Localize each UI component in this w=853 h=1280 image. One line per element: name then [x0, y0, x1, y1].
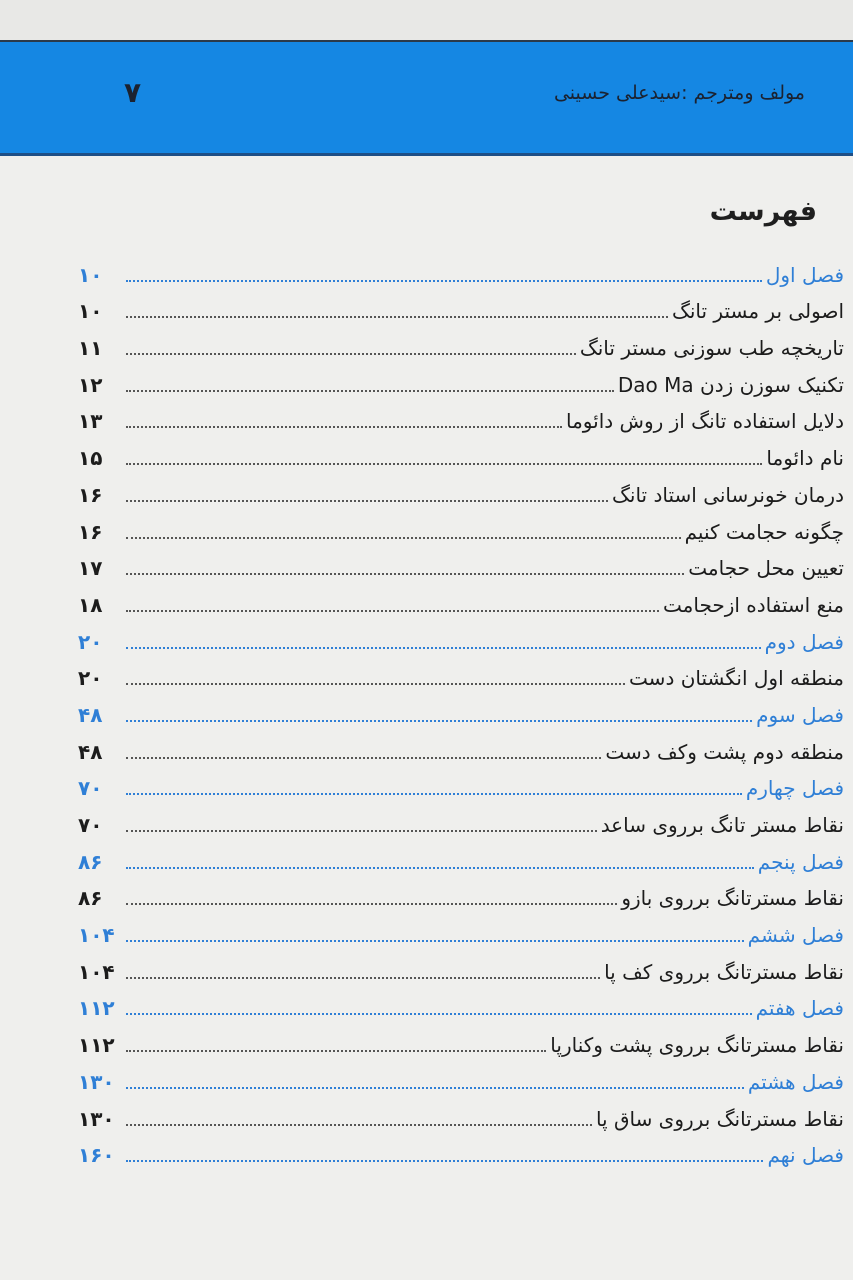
toc-dot-leader [126, 830, 597, 832]
toc-entry-label: فصل اول [765, 262, 844, 287]
toc-dot-leader [126, 1124, 592, 1126]
toc-entry-page: ۱۷ [78, 556, 103, 581]
toc-entry-page: ۱۱۲ [78, 996, 115, 1021]
header-page-number: ۷ [124, 76, 142, 109]
toc-dot-leader [126, 977, 600, 979]
toc-entry-label: فصل ششم [747, 923, 844, 948]
toc-section-row [78, 1100, 844, 1137]
toc-entry-page: ۱۶ [78, 482, 103, 507]
toc-section-row [78, 1026, 844, 1063]
toc-dot-leader [126, 390, 614, 392]
toc-entry-page: ۱۰۴ [78, 923, 115, 948]
toc-entry-label: اصولی بر مستر تانگ [671, 299, 844, 324]
toc-entry-label: منطقه دوم پشت وکف دست [605, 739, 844, 764]
toc-entry-page: ۴۸ [78, 702, 103, 727]
toc-entry-page: ۲۰ [78, 666, 103, 691]
toc-section-row [78, 953, 844, 990]
toc-dot-leader [126, 757, 601, 759]
toc-entry-label: فصل دوم [764, 629, 844, 654]
toc-entry-page: ۷۰ [78, 813, 103, 837]
toc-entry-label: نقاط مسترتانگ برروی ساق پا [595, 1106, 844, 1131]
toc-dot-leader [126, 1050, 546, 1052]
toc-chapter-row [78, 256, 844, 293]
toc-entry-label: منع استفاده ازحجامت [663, 592, 844, 617]
toc-entry-page: ۱۳ [78, 409, 103, 434]
toc-dot-leader [126, 1087, 744, 1089]
toc-entry-page: ۴۸ [78, 739, 103, 764]
toc-entry-page: ۱۱۲ [78, 1033, 115, 1058]
toc-dot-leader [126, 500, 608, 502]
toc-entry-label: فصل هفتم [755, 996, 844, 1021]
toc-chapter-row [78, 1137, 844, 1174]
toc-chapter-row [78, 990, 844, 1027]
toc-dot-leader [126, 280, 762, 282]
toc-entry-page: ۱۰۴ [78, 959, 115, 984]
toc-section-row [78, 293, 844, 330]
toc-chapter-row [78, 623, 844, 660]
toc-entry-label: تکنیک سوزن زدن Dao Ma [617, 372, 844, 397]
toc-entry-label: نقاط مسترتانگ برروی پشت وکنارپا [550, 1033, 844, 1058]
toc-dot-leader [126, 426, 562, 428]
toc-dot-leader [126, 353, 576, 355]
toc-entry-page: ۱۶۰ [78, 1143, 115, 1168]
toc-dot-leader [126, 867, 754, 869]
table-of-contents [78, 256, 844, 1173]
toc-section-row [78, 439, 844, 476]
toc-chapter-row [78, 1063, 844, 1100]
toc-chapter-row [78, 916, 844, 953]
toc-dot-leader [126, 1160, 763, 1162]
toc-entry-label: دلایل استفاده تانگ از روش دائوما [566, 409, 844, 434]
toc-entry-page: ۸۶ [78, 849, 103, 874]
toc-section-row [78, 733, 844, 770]
toc-entry-label: چگونه حجامت کنیم [684, 519, 844, 544]
toc-entry-page: ۱۳۰ [78, 1106, 115, 1131]
toc-section-row [78, 880, 844, 917]
toc-dot-leader [126, 683, 625, 685]
toc-section-row [78, 660, 844, 697]
toc-dot-leader [126, 720, 752, 722]
toc-entry-label: منطقه اول انگشتان دست [629, 666, 844, 691]
toc-entry-label: نقاط مسترتانگ برروی بازو [621, 886, 844, 911]
page-top-margin [0, 0, 853, 40]
toc-section-row [78, 366, 844, 403]
toc-entry-page: ۱۵ [78, 446, 103, 471]
toc-dot-leader [126, 573, 684, 575]
toc-entry-label: فصل پنجم [757, 849, 844, 874]
toc-entry-label: فصل نهم [767, 1143, 844, 1168]
toc-entry-page: ۱۳۰ [78, 1069, 115, 1094]
toc-entry-page: ۱۶ [78, 519, 103, 544]
toc-entry-label: فصل سوم [756, 702, 844, 727]
toc-entry-page: ۸۶ [78, 886, 103, 911]
toc-entry-label: تعیین محل حجامت [688, 556, 844, 581]
header-author: مولف ومترجم :سیدعلی حسینی [553, 82, 805, 104]
toc-entry-page: ۱۸ [78, 592, 103, 617]
toc-chapter-row [78, 843, 844, 880]
toc-dot-leader [126, 1013, 752, 1015]
toc-entry-label: نقاط مسترتانگ برروی کف پا [604, 959, 844, 984]
toc-section-row [78, 329, 844, 366]
toc-section-row [78, 513, 844, 550]
toc-chapter-row [78, 770, 844, 807]
toc-dot-leader [126, 316, 668, 318]
toc-entry-label: فصل هشتم [747, 1069, 844, 1094]
page-header-band [0, 40, 853, 156]
toc-section-row [78, 550, 844, 587]
toc-entry-page: ۱۲ [78, 372, 103, 397]
toc-dot-leader [126, 463, 762, 465]
toc-section-row [78, 476, 844, 513]
toc-title: فهرست [709, 196, 817, 227]
toc-entry-page: ۷۰ [78, 776, 103, 801]
toc-dot-leader [126, 647, 761, 649]
toc-section-row [78, 806, 844, 843]
toc-entry-label: درمان خونرسانی استاد تانگ [612, 482, 844, 507]
toc-dot-leader [126, 610, 659, 612]
toc-dot-leader [126, 940, 744, 942]
toc-entry-page: ۱۰ [78, 262, 103, 287]
toc-entry-page: ۱۱ [78, 336, 103, 361]
toc-chapter-row [78, 696, 844, 733]
toc-section-row [78, 586, 844, 623]
toc-dot-leader [126, 793, 742, 795]
toc-entry-label: نام دائوما [766, 446, 844, 471]
toc-entry-page: ۲۰ [78, 629, 103, 654]
toc-entry-label: تاریخچه طب سوزنی مستر تانگ [579, 336, 844, 361]
toc-section-row [78, 403, 844, 440]
toc-entry-label: فصل چهارم [745, 776, 844, 801]
toc-entry-label: نقاط مستر تانگ برروی ساعد [600, 813, 844, 837]
toc-dot-leader [126, 537, 681, 539]
toc-dot-leader [126, 903, 617, 905]
toc-entry-page: ۱۰ [78, 299, 103, 324]
